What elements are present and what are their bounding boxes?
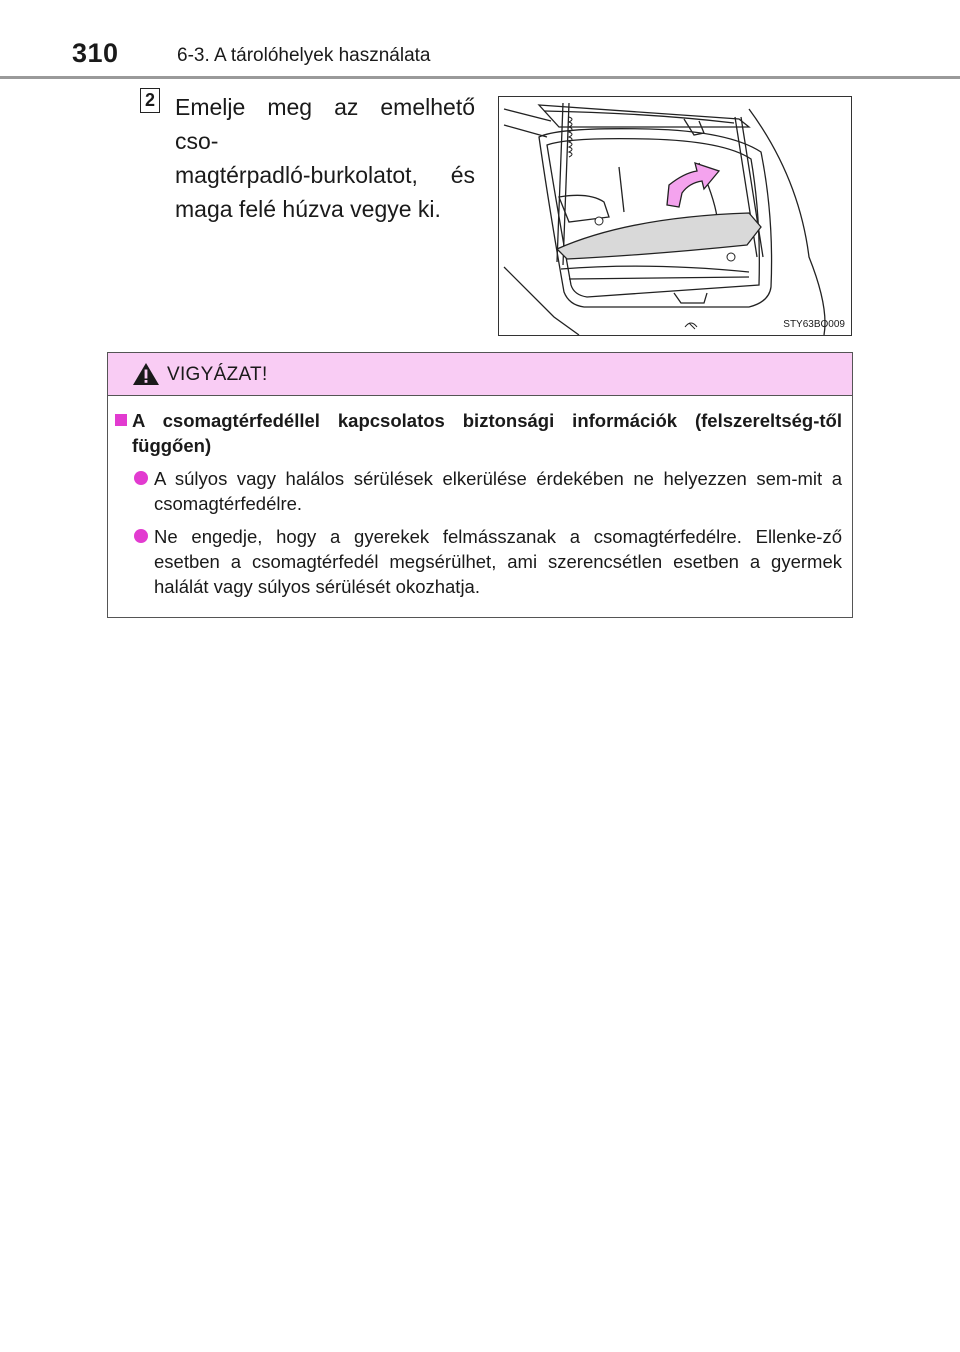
figure-code: STY63BO009 bbox=[783, 319, 845, 330]
lift-arrow bbox=[667, 163, 719, 207]
step-line: maga felé húzva vegye ki. bbox=[175, 196, 441, 222]
warning-item-text: A súlyos vagy halálos sérülések elkerülése érdekében ne helyezzen sem-mit a csomagtérfedélre. bbox=[154, 468, 842, 514]
header-divider bbox=[0, 76, 960, 79]
warning-body bbox=[108, 396, 852, 599]
step-instruction bbox=[175, 90, 475, 226]
page-number: 310 bbox=[72, 38, 119, 68]
trunk-drawing bbox=[499, 97, 851, 335]
step-line: magtérpadló-burkolatot, és bbox=[175, 162, 475, 188]
warning-title: VIGYÁZAT! bbox=[167, 364, 268, 385]
circle-bullet-icon bbox=[134, 471, 148, 485]
section-title: 6-3. A tárolóhelyek használata bbox=[177, 45, 431, 66]
warning-heading bbox=[108, 408, 842, 458]
warning-box bbox=[107, 352, 853, 618]
warning-item bbox=[108, 524, 842, 599]
trunk-illustration bbox=[498, 96, 852, 336]
square-bullet-icon bbox=[115, 414, 127, 426]
step-number-badge: 2 bbox=[140, 88, 160, 113]
warning-item bbox=[108, 466, 842, 516]
warning-heading-text: A csomagtérfedéllel kapcsolatos biztonsági információk (felszereltség-től függően) bbox=[132, 410, 842, 456]
warning-triangle-icon bbox=[132, 362, 160, 386]
warning-header bbox=[108, 353, 852, 396]
step-line: Emelje meg az emelhető cso- bbox=[175, 94, 475, 154]
circle-bullet-icon bbox=[134, 529, 148, 543]
warning-item-text: Ne engedje, hogy a gyerekek felmásszanak a csomagtérfedélre. Ellenke-ző esetben a csomagtérfedél megsérülhet, ami szerencsétlen esetben a gyermek halálát vagy súlyos sérülését okozhatja. bbox=[154, 526, 842, 597]
